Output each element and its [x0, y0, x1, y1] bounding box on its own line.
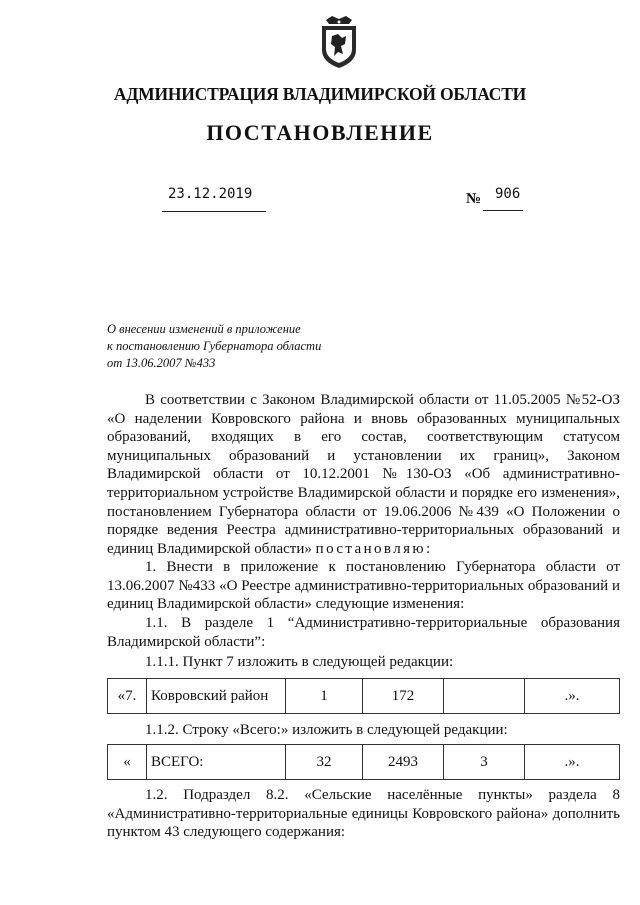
table-cell: ВСЕГО: — [147, 745, 286, 780]
clause-1-1-1: 1.1.1. Пункт 7 изложить в следующей редакции: — [145, 654, 454, 670]
preamble-text: В соответствии с Законом Владимирской области от 11.05.2005 №52-ОЗ «О наделении Ковровского района и вновь образованных муниципальных образований, входящих в его состав, соответствующим статусом муниципальных образований и установлении их границ», Законом Владимирской области от 10.12.2001 №130-ОЗ «Об административно-территориальном устройстве Владимирской области и порядке его изменения», постановлением Губернатора области от 19.06.2006 №439 «О Положении о порядке ведения Реестра административно-территориальных образований и единиц Владимирской области» — [107, 392, 620, 557]
document-subject — [107, 321, 387, 372]
clause-1: 1. Внести в приложение к постановлению Губернатора области от 13.06.2007 №433 «О Реестре административно-территориальных образований и единиц Владимирской области» следующие изменения: — [107, 559, 620, 613]
table-cell: .». — [525, 679, 620, 714]
organization-title: АДМИНИСТРАЦИЯ ВЛАДИМИРСКОЙ ОБЛАСТИ — [113, 84, 527, 104]
document-type-title: ПОСТАНОВЛЕНИЕ — [206, 120, 434, 145]
table-cell: « — [108, 745, 147, 780]
clause-1-1: 1.1. В разделе 1 “Административно-территориальные образования Владимирской области”: — [107, 615, 620, 650]
number-underline — [483, 210, 523, 211]
table-cell: «7. — [108, 679, 147, 714]
document-date: 23.12.2019 — [168, 186, 253, 202]
clause-1-1-2: 1.1.2. Строку «Всего:» изложить в следующей редакции: — [145, 722, 508, 738]
number-sign: № — [466, 191, 482, 207]
preamble-paragraph — [107, 391, 620, 558]
table-cell: 3 — [444, 745, 525, 780]
table-cell: Ковровский район — [147, 679, 286, 714]
table-cell: 2493 — [363, 745, 444, 780]
registry-table-point-7 — [107, 678, 620, 714]
table-row — [108, 679, 620, 714]
table-cell: 1 — [286, 679, 363, 714]
document-number: 906 — [495, 186, 521, 202]
subject-line: О внесении изменений в приложение — [107, 322, 301, 336]
clause-1-2: 1.2. Подраздел 8.2. «Сельские населённые пункты» раздела 8 «Административно-территориальные единицы Ковровского района» дополнить пунктом 43 следующего содержания: — [107, 787, 620, 841]
table-cell — [444, 679, 525, 714]
registry-table-total — [107, 744, 620, 780]
table-cell: 32 — [286, 745, 363, 780]
resolving-verb: постановляю: — [315, 540, 433, 557]
subject-line: к постановлению Губернатора области — [107, 339, 322, 353]
table-row — [108, 745, 620, 780]
coat-of-arms-emblem — [318, 14, 360, 70]
table-cell: 172 — [363, 679, 444, 714]
date-underline — [162, 211, 266, 212]
table-cell: .». — [525, 745, 620, 780]
subject-line: от 13.06.2007 №433 — [107, 356, 216, 370]
